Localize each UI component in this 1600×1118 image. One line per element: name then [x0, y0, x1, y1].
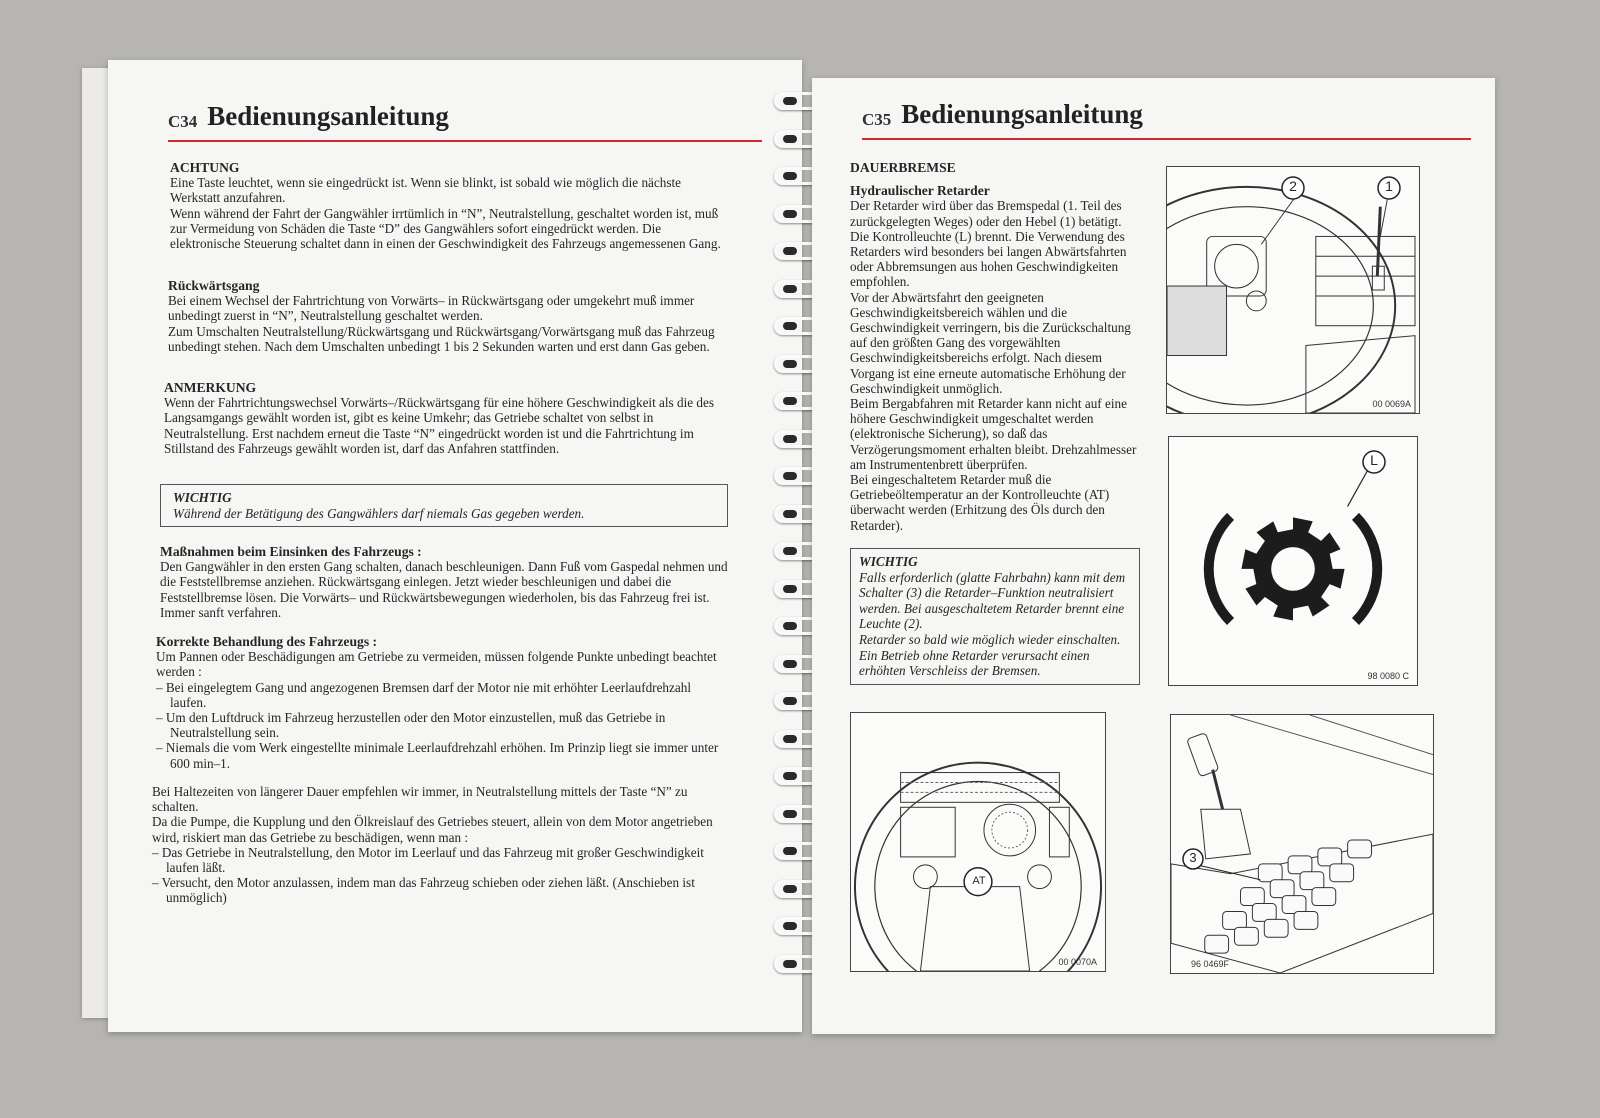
left-page — [108, 60, 802, 1032]
figure-gear-selector — [1170, 714, 1434, 974]
list-item: – Niemals die vom Werk eingestellte minimale Leerlaufdrehzahl erhöhen. Im Prinzip liegt sie immer unter 600 min–1. — [156, 740, 730, 770]
keypad-key — [1318, 848, 1342, 866]
rueckwaertsgang-paragraph: Bei einem Wechsel der Fahrtrichtung von Vorwärts– in Rückwärtsgang oder umgekehrt muß immer unbedingt zuerst in “N”, Neutralstellung geschaltet werden. — [168, 293, 695, 324]
einsinken-paragraph: Den Gangwähler in den ersten Gang schalten, danach beschleunigen. Dann Fuß vom Gaspedal nehmen und die Feststellbremse anziehen. Rückwärtsgang einlegen. Jetzt wieder beschleunigen und dabei die Feststellbremse lösen. Die Vorwärts– und Rückwärtsbewegungen wiederholen, bis das Fahrzeug frei ist. Immer sanft verfahren. — [160, 559, 728, 620]
achtung-heading: ACHTUNG — [170, 160, 240, 175]
right-page — [812, 78, 1495, 1034]
keypad-key — [1235, 927, 1259, 945]
keypad-key — [1330, 864, 1354, 882]
anmerkung-heading: ANMERKUNG — [164, 380, 257, 395]
behandlung-list — [156, 680, 730, 771]
keypad-key — [1300, 872, 1324, 890]
keypad-key — [1348, 840, 1372, 858]
dauerbremse-heading: DAUERBREMSE — [850, 160, 956, 175]
keypad-key — [1205, 935, 1229, 953]
wichtig-box — [850, 548, 1140, 685]
rueckwaertsgang-heading: Rückwärtsgang — [168, 278, 260, 293]
instrument-panel-drawing — [851, 713, 1105, 971]
page-title: Bedienungsanleitung — [901, 99, 1143, 129]
wichtig-text: Während der Betätigung des Gangwählers darf niemals Gas gegeben werden. — [173, 505, 585, 521]
anmerkung-paragraph: Wenn der Fahrtrichtungswechsel Vorwärts–/Rückwärtsgang für eine höhere Geschwindigkeit als die des Langsamgangs gewählt worden ist, gibt es keine Umkehr; das Getriebe schaltet von selbst in Neutralstellung. Erst nachdem erneut die Taste “N” eingedrückt worden ist und die Fahrtrichtung im Stillstand des Fahrzeugs gewählt worden ist, darf das Anfahren stattfinden. — [164, 395, 714, 456]
behandlung-intro: Um Pannen oder Beschädigungen am Getriebe zu vermeiden, müssen folgende Punkte unbedingt beachtet werden : — [156, 649, 717, 680]
callout-label: 1 — [1385, 178, 1393, 194]
einsinken-heading: Maßnahmen beim Einsinken des Fahrzeugs : — [160, 544, 422, 559]
wichtig-text: Retarder so bald wie möglich wieder einschalten. — [859, 631, 1121, 647]
figure-code: 96 0469F — [1191, 959, 1230, 969]
keypad-key — [1294, 911, 1318, 929]
retarder-subheading: Hydraulischer Retarder — [850, 183, 990, 199]
keypad-key — [1258, 864, 1282, 882]
page-title: Bedienungsanleitung — [207, 101, 449, 131]
callout-label: 2 — [1289, 178, 1297, 194]
keypad-key — [1270, 880, 1294, 898]
behandlung-section — [156, 634, 730, 771]
einsinken-section — [160, 544, 730, 620]
figure-retarder-lamp — [1168, 436, 1418, 686]
keypad-drawing — [1171, 715, 1433, 973]
wichtig-text: Falls erforderlich (glatte Fahrbahn) kann mit dem Schalter (3) die Retarder–Funktion neutralisiert werden. Bei ausgeschaltetem Retarder brennt eine Leuchte (2). — [859, 569, 1126, 632]
left-page-header — [168, 92, 762, 142]
haltezeiten-section — [152, 784, 730, 906]
list-item: – Um den Luftdruck im Fahrzeug herzustellen oder den Motor einzustellen, muß das Getriebe in Neutralstellung sein. — [156, 710, 730, 740]
dashboard-lever-drawing — [1167, 167, 1419, 413]
list-item: – Bei eingelegtem Gang und angezogenen Bremsen darf der Motor nie mit erhöhter Leerlaufdrehzahl laufen. — [156, 680, 730, 710]
haltezeiten-paragraph: Bei Haltezeiten von längerer Dauer empfehlen wir immer, in Neutralstellung mittels der Taste “N” zu schalten. — [152, 784, 688, 815]
wichtig-box — [160, 484, 728, 527]
page-number: C35 — [862, 110, 892, 129]
rueckwaertsgang-section — [168, 278, 730, 354]
keypad-key — [1223, 911, 1247, 929]
keypad-key — [1288, 856, 1312, 874]
wichtig-heading: WICHTIG — [173, 490, 232, 505]
haltezeiten-paragraph: Da die Pumpe, die Kupplung und den Ölkreislauf des Getriebes steuert, allein von dem Motor angetrieben wird, riskiert man das Getriebe zu beschädigen, wenn man : — [152, 814, 713, 845]
achtung-paragraph: Wenn während der Fahrt der Gangwähler irrtümlich in “N”, Neutralstellung, geschaltet worden ist, muß zur Vermeidung von Schäden die Taste “D” des Gangwählers sofort eingedrückt werden. Die elektronische Steuerung schaltet dann in einen der Geschwindigkeit des Fahrzeugs angemessenen Gang. — [170, 205, 721, 252]
list-item: – Versucht, den Motor anzulassen, indem man das Fahrzeug schieben oder ziehen läßt. (Anschieben ist unmöglich) — [152, 875, 730, 905]
dauerbremse-paragraph: Bei eingeschaltetem Retarder muß die Getriebeöltemperatur an der Kontrolleuchte (AT) überwacht werden (Erhitzung des Öls durch den Retarder). — [850, 472, 1110, 533]
dauerbremse-section — [850, 160, 1140, 533]
right-page-header — [862, 90, 1471, 140]
figure-retarder-lever — [1166, 166, 1420, 414]
wichtig-text: Ein Betrieb ohne Retarder verursacht einen erhöhten Verschleiss der Bremsen. — [859, 647, 1090, 679]
page-number: C34 — [168, 112, 198, 131]
callout-label: 3 — [1189, 850, 1197, 865]
rueckwaertsgang-paragraph: Zum Umschalten Neutralstellung/Rückwärtsgang und Rückwärtsgang/Vorwärtsgang muß das Fahrzeug unbedingt stehen. Nach dem Umschalten unbedingt 1 bis 2 Sekunden warten und erst dann Gas geben. — [168, 323, 715, 354]
achtung-section — [170, 160, 730, 251]
callout-label: L — [1370, 452, 1378, 468]
list-item: – Das Getriebe in Neutralstellung, den Motor im Leerlauf und das Fahrzeug mit großer Geschwindigkeit laufen läßt. — [152, 845, 730, 875]
figure-instrument-panel — [850, 712, 1106, 972]
keypad-key — [1240, 888, 1264, 906]
figure-code: 98 0080 C — [1367, 671, 1409, 681]
keypad-key — [1252, 904, 1276, 922]
callout-label: AT — [972, 875, 986, 887]
anmerkung-section — [164, 380, 730, 456]
wichtig-heading: WICHTIG — [859, 554, 918, 569]
behandlung-heading: Korrekte Behandlung des Fahrzeugs : — [156, 634, 378, 649]
dauerbremse-paragraph: Beim Bergabfahren mit Retarder kann nicht auf eine höhere Geschwindigkeit umgeschaltet werden (elektronische Sicherung), so daß das Verzögerungsmoment erhalten bleibt. Drehzahlmesser am Instrumentenbrett überprüfen. — [850, 396, 1137, 472]
keypad-key — [1312, 888, 1336, 906]
haltezeiten-list — [152, 845, 730, 906]
achtung-paragraph: Eine Taste leuchtet, wenn sie eingedrückt ist. Wenn sie blinkt, ist sobald wie möglich die nächste Werkstatt anzufahren. — [170, 175, 681, 206]
figure-code: 00 0070A — [1058, 957, 1097, 967]
figure-code: 00 0069A — [1372, 399, 1411, 409]
keypad-key — [1282, 896, 1306, 914]
dauerbremse-paragraph: Der Retarder wird über das Bremspedal (1. Teil des zurückgelegten Weges) oder den Hebel (1) betätigt. Die Kontrolleuchte (L) brennt. Die Verwendung des Retarders wird besonders bei langen Abwärtsfahrten oder Abbremsungen aus hohen Geschwindigkeiten empfohlen. — [850, 198, 1127, 290]
keypad-key — [1264, 919, 1288, 937]
dauerbremse-paragraph: Vor der Abwärtsfahrt den geeigneten Geschwindigkeitsbereich wählen und die Geschwindigkeit verringern, bis die Zurückschaltung auf den größten Gang des vorgewählten Geschwindigkeitsbereichs erfolgt. Nach diesem Vorgang ist eine erneute automatische Erhöhung der Geschwindigkeit unmöglich. — [850, 289, 1131, 396]
